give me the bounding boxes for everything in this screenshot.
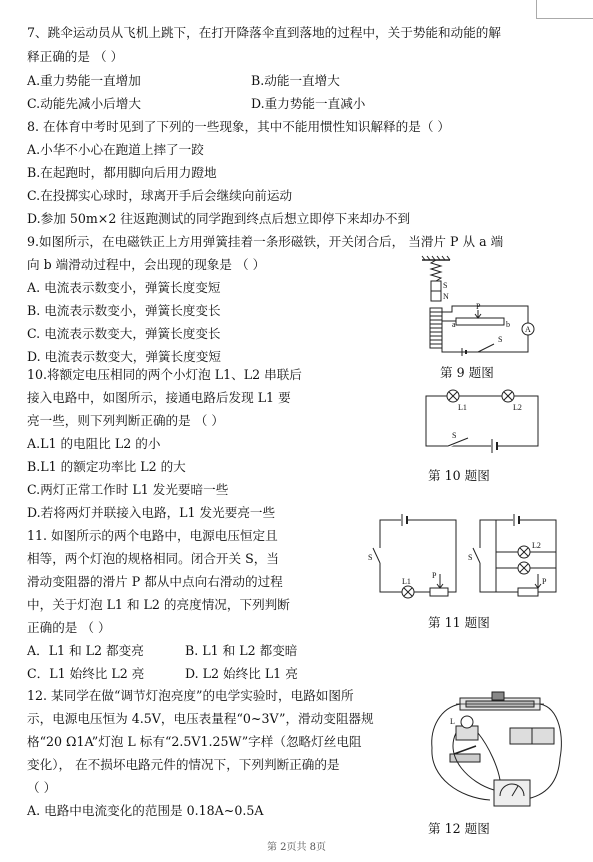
q9-option-d: D. 电流表示数变大，弹簧长度变短 [27, 349, 221, 364]
q11-figure-caption: 第 11 题图 [428, 615, 490, 630]
q12-lamp-label: L [450, 717, 455, 726]
q8-option-d: D.参加 50m×2 往返跑测试的同学跑到终点后想立即停下来却办不到 [27, 211, 411, 226]
q9-figure-caption: 第 9 题图 [440, 365, 494, 380]
q12-option-a: A. 电路中电流变化的范围是 0.18A~0.5A [27, 803, 264, 818]
q12-stem-line-4: 变化）， 在不损坏电路元件的情况下，下列判断正确的是 [27, 757, 340, 772]
q11-option-b: B. L1 和 L2 都变暗 [185, 643, 298, 658]
q9-magnet-s-label: S [443, 281, 448, 290]
q11-left-slider-label: P [432, 571, 437, 580]
q9-end-b-label: b [506, 320, 510, 329]
q7-option-b: B.动能一直增大 [251, 73, 340, 88]
q11-option-d: D. L2 始终比 L1 亮 [185, 666, 298, 681]
q8-option-b: B.在起跑时，都用脚向后用力蹬地 [27, 165, 217, 180]
q11-stem-line-2: 相等，两个灯泡的规格相同。闭合开关 S，当 [27, 551, 279, 566]
q8-stem: 8. 在体育中考时见到了下列的一些现象，其中不能用惯性知识解释的是（ ） [27, 119, 451, 134]
q10-option-d: D.若将两灯并联接入电路，L1 发光要亮一些 [27, 505, 276, 520]
q10-series-circuit-figure [418, 386, 548, 454]
q9-stem-line-2: 向 b 端滑动过程中，会出现的现象是 （ ） [27, 257, 266, 272]
q10-switch-label: S [452, 431, 457, 440]
q11-stem-line-4: 中，关于灯泡 L1 和 L2 的亮度情况，下列判断 [27, 597, 290, 612]
q9-switch-label: S [498, 335, 503, 344]
q10-lamp-l1-label: L1 [458, 403, 467, 412]
q9-option-a: A. 电流表示数变小，弹簧长度变短 [27, 280, 221, 295]
q9-option-b: B. 电流表示数变小，弹簧长度变长 [27, 303, 221, 318]
q11-stem-line-1: 11. 如图所示的两个电路中，电源电压恒定且 [27, 528, 278, 543]
q11-right-lamp-label: L2 [532, 541, 541, 550]
q10-option-b: B.L1 的额定功率比 L2 的大 [27, 459, 186, 474]
q11-stem-line-5: 正确的是 （ ） [27, 620, 111, 635]
q11-stem-line-3: 滑动变阻器的滑片 P 都从中点向右滑动的过程 [27, 574, 283, 589]
q7-stem-line-1: 7、跳伞运动员从飞机上跳下，在打开降落伞直到落地的过程中，关于势能和动能的解 [27, 25, 501, 40]
q11-option-a: A．L1 和 L2 都变亮 [27, 643, 144, 658]
q10-stem-line-1: 10.将额定电压相同的两个小灯泡 L1、L2 串联后 [27, 367, 302, 382]
q7-option-c: C.动能先减小后增大 [27, 96, 141, 111]
q12-stem-line-1: 12. 某同学在做“调节灯泡亮度”的电学实验时，电路如图所 [27, 688, 354, 703]
q11-left-switch-label: S [368, 553, 373, 562]
q12-experiment-figure [420, 688, 570, 812]
q10-stem-line-2: 接入电路中，如图所示，接通电路后发现 L1 要 [27, 390, 291, 405]
q10-stem-line-3: 亮一些，则下列判断正确的是 （ ） [27, 413, 224, 428]
q9-end-a-label: a [452, 320, 456, 329]
q11-right-slider-label: P [542, 577, 547, 586]
q9-magnet-n-label: N [443, 292, 449, 301]
q7-option-a: A.重力势能一直增加 [27, 73, 141, 88]
q9-stem-line-1: 9.如图所示，在电磁铁正上方用弹簧挂着一条形磁铁，开关闭合后， 当滑片 P 从 a 端 [27, 234, 504, 249]
q9-electromagnet-figure [418, 254, 548, 360]
q10-figure-caption: 第 10 题图 [428, 468, 490, 483]
q8-option-a: A.小华不小心在跑道上摔了一跤 [27, 142, 204, 157]
q9-slider-p-label: P [476, 302, 481, 311]
page-footer: 第 2页共 8页 [266, 842, 327, 853]
q11-right-switch-label: S [468, 553, 473, 562]
q9-option-c: C. 电流表示数变大，弹簧长度变长 [27, 326, 221, 341]
q7-option-d: D.重力势能一直减小 [251, 96, 366, 111]
q7-stem-line-2: 释正确的是 （ ） [27, 49, 124, 64]
q8-option-c: C.在投掷实心球时，球离开手后会继续向前运动 [27, 188, 293, 203]
q12-stem-line-5: （ ） [27, 780, 57, 795]
page-fold-corner [536, 0, 593, 19]
q9-ammeter-label: A [525, 325, 531, 334]
q11-left-lamp-label: L1 [402, 577, 411, 586]
q11-option-c: C．L1 始终比 L2 亮 [27, 666, 145, 681]
q11-two-circuits-figure [368, 508, 568, 604]
q12-figure-caption: 第 12 题图 [428, 821, 490, 836]
q10-lamp-l2-label: L2 [513, 403, 522, 412]
q12-stem-line-2: 示，电源电压恒为 4.5V，电压表量程“0~3V”，滑动变阻器规 [27, 711, 374, 726]
q10-option-c: C.两灯正常工作时 L1 发光要暗一些 [27, 482, 229, 497]
q10-option-a: A.L1 的电阻比 L2 的小 [27, 436, 161, 451]
q12-stem-line-3: 格“20 Ω1A”灯泡 L 标有“2.5V1.25W”字样（忽略灯丝电阻 [27, 734, 362, 749]
